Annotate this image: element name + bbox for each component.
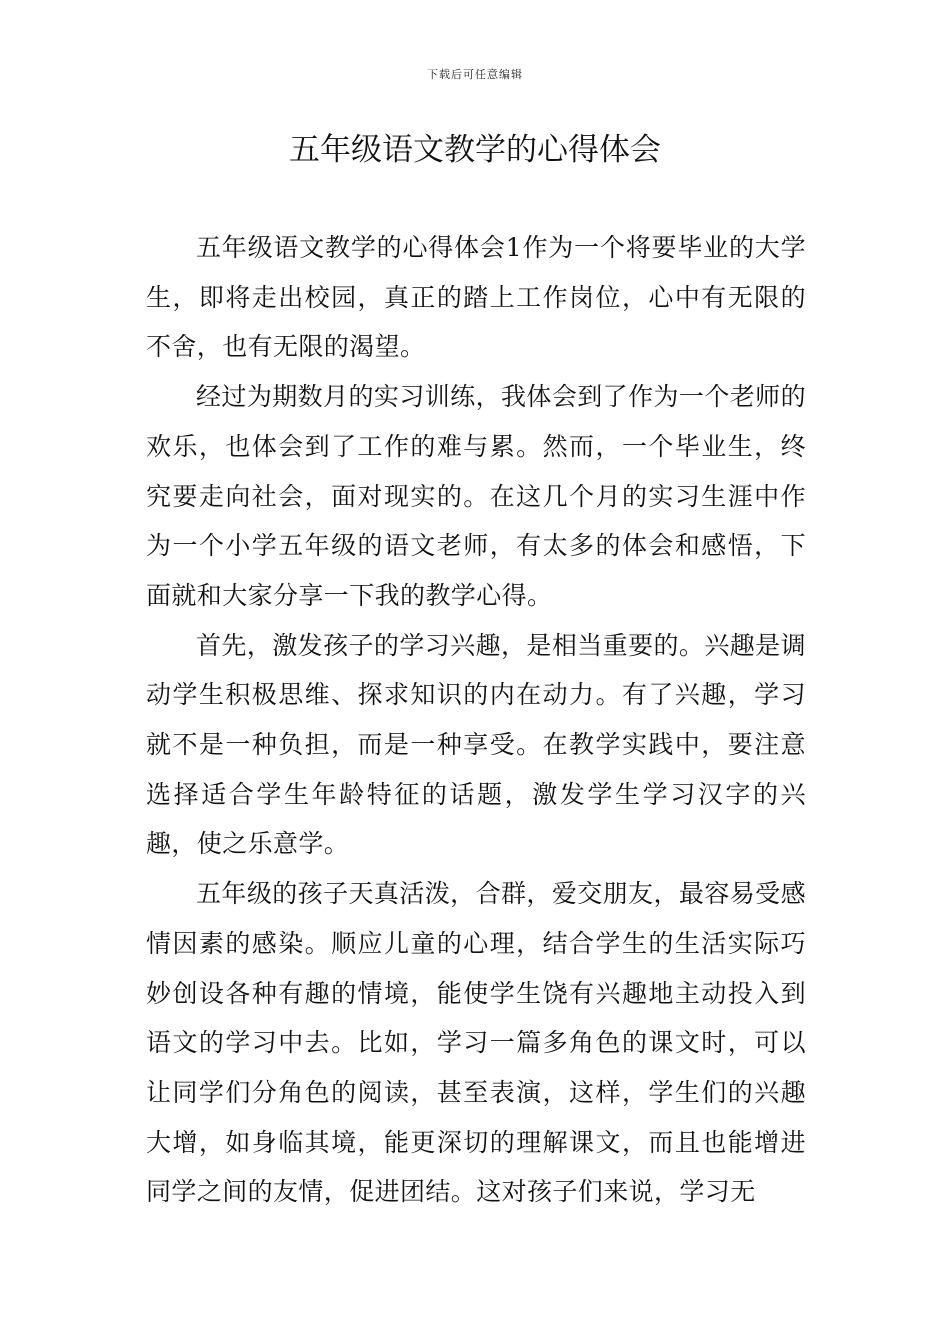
header-note: 下载后可任意编辑 (427, 68, 523, 81)
document-body (146, 223, 806, 1217)
paragraph-2: 经过为期数月的实习训练，我体会到了作为一个老师的欢乐，也体会到了工作的难与累。然而，一个毕业生，终究要走向社会，面对现实的。在这几个月的实习生涯中作为一个小学五年级的语文老师，有太多的体会和感悟，下面就和大家分享一下我的教学心得。 (146, 382, 806, 610)
paragraph-4: 五年级的孩子天真活泼，合群，爱交朋友，最容易受感情因素的感染。顺应儿童的心理，结合学生的生活实际巧妙创设各种有趣的情境，能使学生饶有兴趣地主动投入到语文的学习中去。比如，学习一篇多角色的课文时，可以让同学们分角色的阅读，甚至表演，这样，学生们的兴趣大增，如身临其境，能更深切的理解课文，而且也能增进同学之间的友情，促进团结。这对孩子们来说，学习无 (146, 879, 806, 1207)
paragraph-1: 五年级语文教学的心得体会1作为一个将要毕业的大学生，即将走出校园，真正的踏上工作岗位，心中有无限的不舍，也有无限的渴望。 (146, 233, 806, 362)
paragraph-3: 首先，激发孩子的学习兴趣，是相当重要的。兴趣是调动学生积极思维、探求知识的内在动力。有了兴趣，学习就不是一种负担，而是一种享受。在教学实践中，要注意选择适合学生年龄特征的话题，激发学生学习汉字的兴趣，使之乐意学。 (146, 630, 806, 859)
page-title: 五年级语文教学的心得体会 (289, 132, 661, 168)
